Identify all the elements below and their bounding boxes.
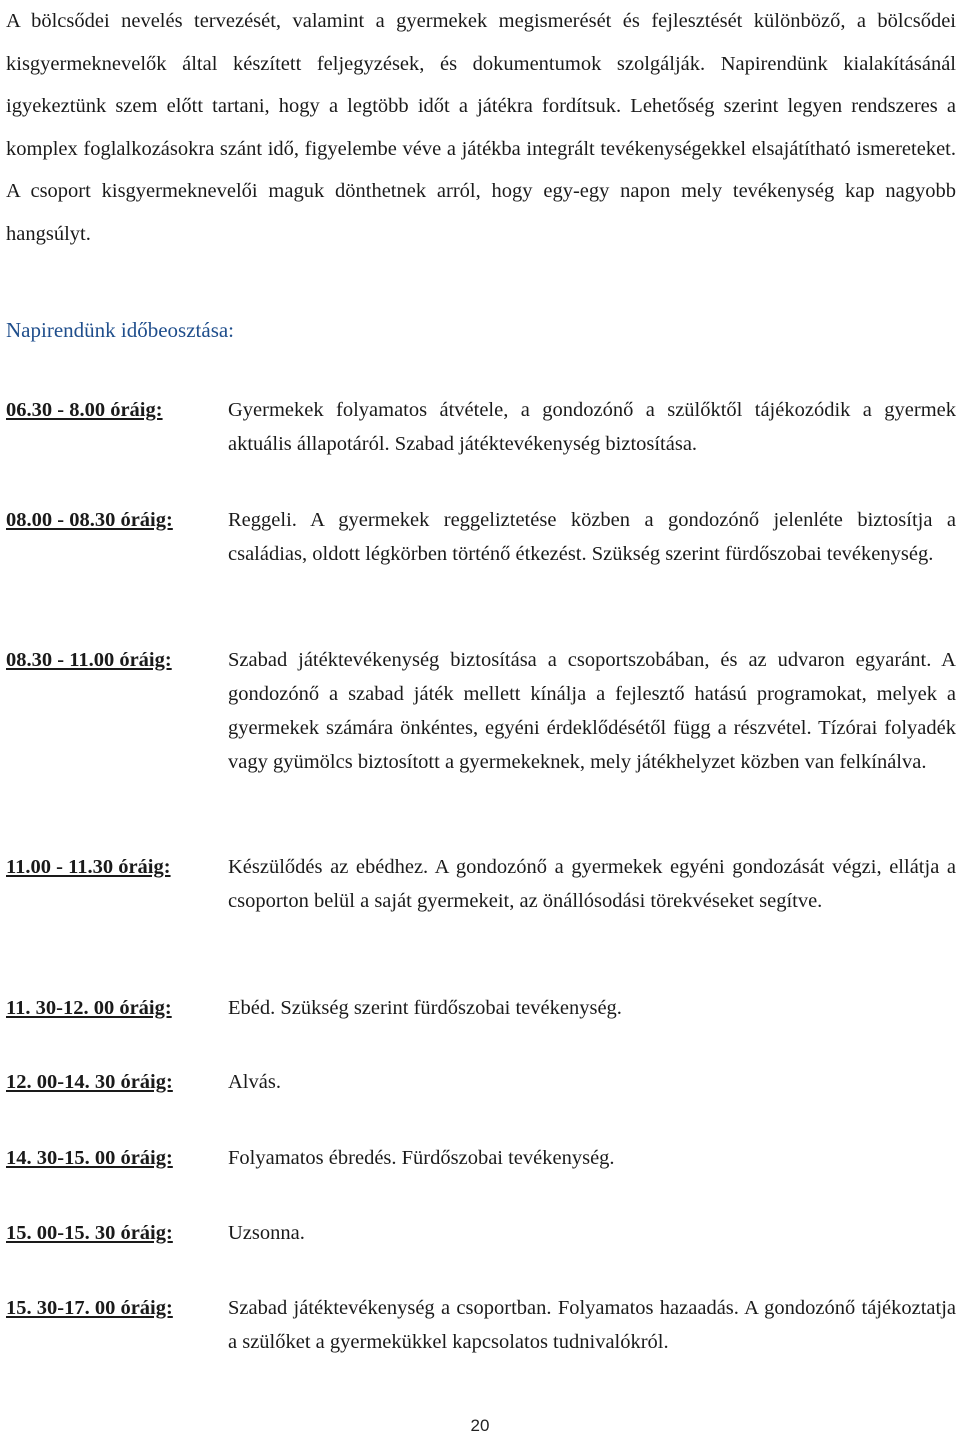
schedule-description: Reggeli. A gyermekek reggeliztetése közben a gondozónő jelenléte biztosítja a családias, oldott légkörben történő étkezést. Szükség szerint fürdőszobai tevékenység. — [228, 509, 956, 565]
schedule-description: Uzsonna. — [228, 1222, 305, 1244]
schedule-description: Folyamatos ébredés. Fürdőszobai tevékenység. — [228, 1147, 615, 1169]
schedule-time: 15. 00-15. 30 óráig: — [6, 1222, 173, 1244]
schedule-entry — [6, 1065, 956, 1099]
schedule-entry — [6, 850, 956, 918]
schedule-entry — [6, 991, 956, 1025]
schedule-time: 12. 00-14. 30 óráig: — [6, 1071, 173, 1093]
schedule-description: Ebéd. Szükség szerint fürdőszobai tevékenység. — [228, 997, 622, 1019]
schedule-description: Gyermekek folyamatos átvétele, a gondozónő a szülőktől tájékozódik a gyermek aktuális állapotáról. Szabad játéktevékenység biztosítása. — [228, 399, 956, 455]
schedule-time: 11. 30-12. 00 óráig: — [6, 997, 172, 1019]
intro-paragraph: A bölcsődei nevelés tervezését, valamint a gyermekek megismerését és fejlesztését különböző, a bölcsődei kisgyermeknevelők által készített feljegyzések, és dokumentumok szolgálják. Napirendünk kialakításánál igyekeztünk szem előtt tartani, hogy a legtöbb időt a játékra fordítsuk. Lehetőség szerint legyen rendszeres a komplex foglalkozásokra szánt idő, figyelembe véve a játékba integrált tevékenységekkel elsajátítható ismereteket. A csoport kisgyermeknevelői maguk dönthetnek arról, hogy egy-egy napon mely tevékenység kap nagyobb hangsúlyt. — [6, 10, 956, 245]
schedule-time: 11.00 - 11.30 óráig: — [6, 856, 171, 878]
schedule-entry — [6, 1291, 956, 1359]
schedule-time: 06.30 - 8.00 óráig: — [6, 399, 163, 421]
schedule-time: 14. 30-15. 00 óráig: — [6, 1147, 173, 1169]
schedule-description: Szabad játéktevékenység biztosítása a csoportszobában, és az udvaron egyaránt. A gondozónő a szabad játék mellett kínálja a fejlesztő hatású programokat, melyek a gyermekek számára önkéntes, egyéni érdeklődésétől függ a részvétel. Tízórai folyadék vagy gyümölcs biztosított a gyermekeknek, mely játékhelyzet közben van felkínálva. — [228, 649, 956, 773]
schedule-entry — [6, 393, 956, 461]
schedule-description: Készülődés az ebédhez. A gondozónő a gyermekek egyéni gondozását végzi, ellátja a csoporton belül a saját gyermekeit, az önállósodási törekvéseket segítve. — [228, 856, 956, 912]
schedule-time: 08.00 - 08.30 óráig: — [6, 509, 173, 531]
schedule-time: 08.30 - 11.00 óráig: — [6, 649, 172, 671]
page-number: 20 — [470, 1416, 490, 1435]
schedule-entry — [6, 1216, 956, 1250]
schedule-entry — [6, 503, 956, 571]
document-page — [6, 0, 956, 1353]
schedule-entry — [6, 1141, 956, 1175]
schedule-description: Alvás. — [228, 1071, 281, 1093]
schedule-heading: Napirendünk időbeosztása: — [6, 318, 235, 342]
schedule-description: Szabad játéktevékenység a csoportban. Folyamatos hazaadás. A gondozónő tájékoztatja a szülőket a gyermekükkel kapcsolatos tudnivalókról. — [228, 1297, 956, 1353]
schedule-time: 15. 30-17. 00 óráig: — [6, 1297, 173, 1319]
schedule-entry — [6, 643, 956, 779]
